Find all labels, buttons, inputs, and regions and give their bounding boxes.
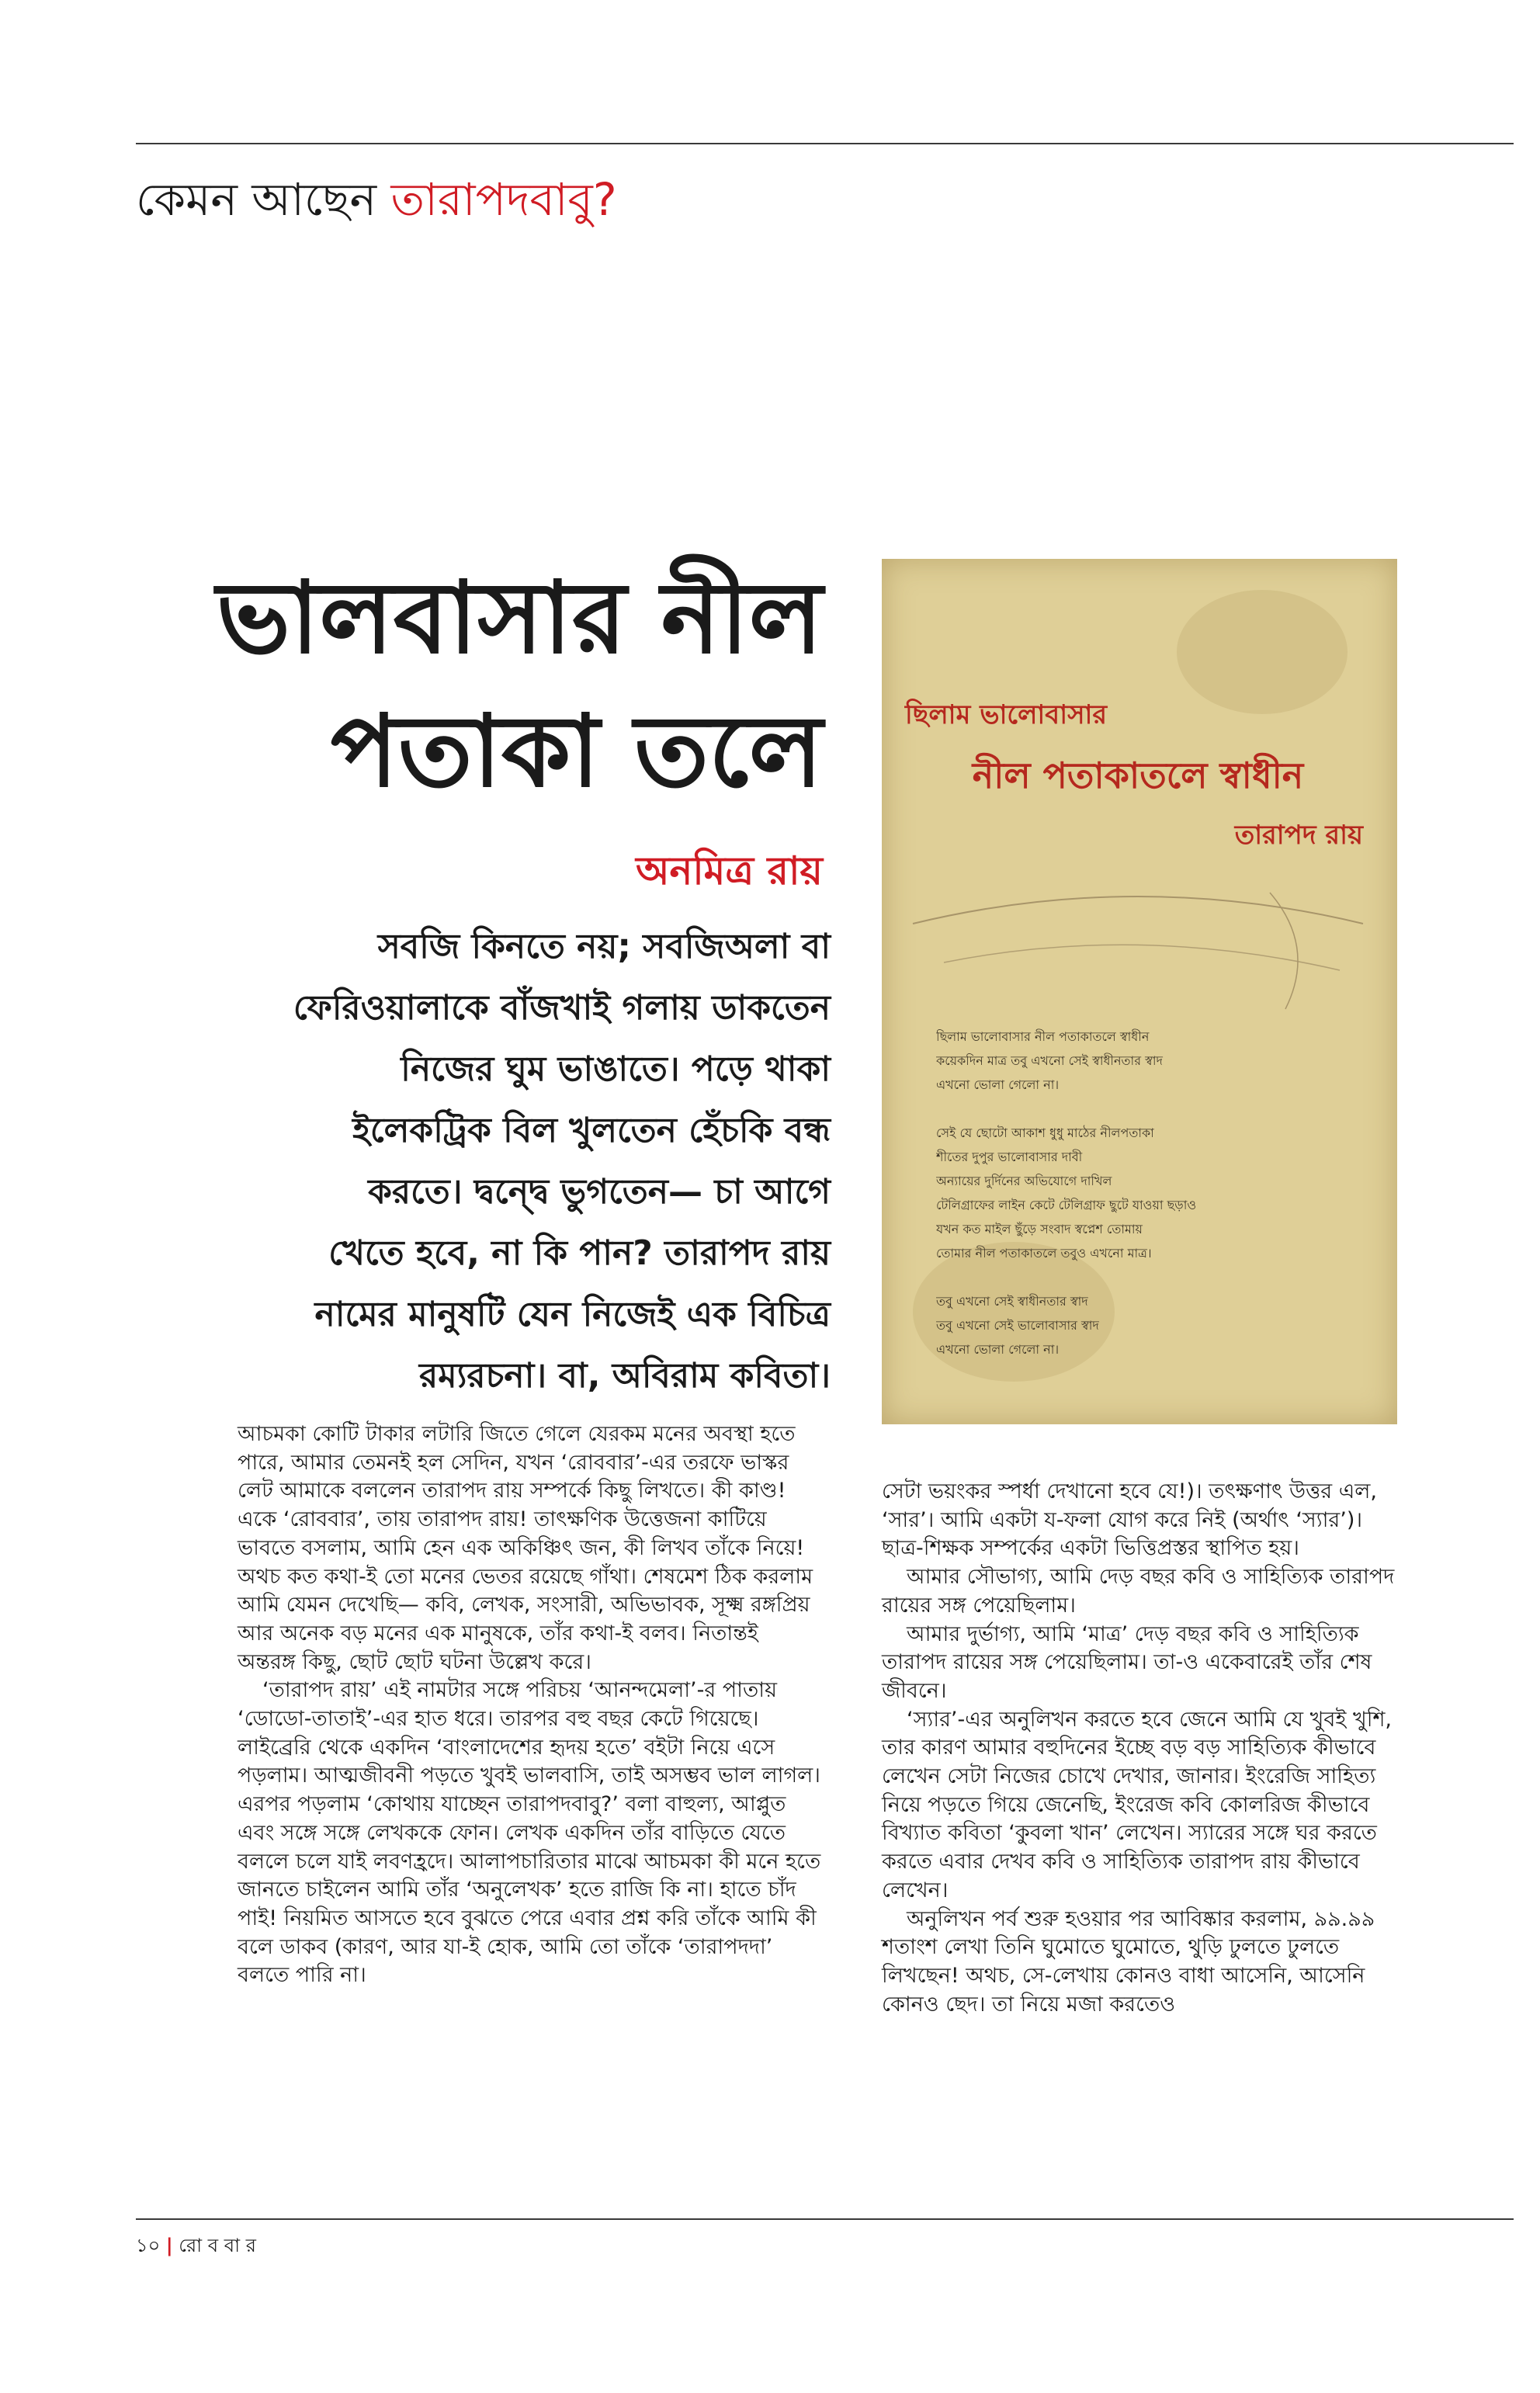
poem-line: সেই যে ছোটো আকাশ ধুধু মাঠের নীলপতাকা <box>936 1125 1154 1140</box>
standfirst-line: রম্যরচনা। বা, অবিরাম কবিতা। <box>419 1356 831 1396</box>
paragraph: আমার দুর্ভাগ্য, আমি ‘মাত্র’ দেড় বছর কবি ও সাহিত্যিক তারাপদ রায়ের সঙ্গ পেয়েছিলাম। তা-ও একেবারেই তাঁর শেষ জীবনে। <box>882 1621 1372 1703</box>
book-cover-image <box>882 559 1397 1424</box>
paragraph: আমার সৌভাগ্য, আমি দেড় বছর কবি ও সাহিত্যিক তারাপদ রায়ের সঙ্গ পেয়েছিলাম। <box>882 1565 1395 1618</box>
paragraph: সেটা ভয়ংকর স্পর্ধা দেখানো হবে যে!)। তৎক্ষণাৎ উত্তর এল, ‘সার’। আমি একটা য-ফলা যোগ করে নিই (অর্থাৎ ‘স্যার’)। ছাত্র-শিক্ষক সম্পর্কের একটা ভিত্তিপ্রস্তর স্থাপিত হয়। <box>882 1479 1377 1561</box>
magazine-name: রো ব বা র <box>179 2235 256 2256</box>
paragraph: ‘স্যার’-এর অনুলিখন করতে হবে জেনে আমি যে খুবই খুশি, তার কারণ আমার বহুদিনের ইচ্ছে বড় বড় সাহিত্যিক কীভাবে লেখেন সেটা নিজের চোখে দেখার, জানার। ইংরেজি সাহিত্য নিয়ে পড়তে গিয়ে জেনেছি, ইংরেজ কবি কোলরিজ কীভাবে বিখ্যাত কবিতা ‘কুবলা খান’ লেখেন। স্যারের সঙ্গে ঘর করতে করতে এবার দেখব কবি ও সাহিত্যিক তারাপদ রায় কীভাবে লেখেন। <box>882 1707 1393 1902</box>
standfirst-line: সবজি কিনতে নয়; সবজিঅলা বা <box>377 927 831 966</box>
page-footer <box>136 2234 256 2257</box>
cover-author: তারাপদ রায় <box>1234 820 1363 851</box>
poem-line: কয়েকদিন মাত্র তবু এখনো সেই স্বাধীনতার স্বাদ <box>936 1053 1163 1068</box>
standfirst-line: ইলেকট্রিক বিল খুলতেন হেঁচকি বন্ধ <box>352 1111 831 1150</box>
poem-line: যখন কত মাইল ছুঁড়ে সংবাদ স্বপ্নেশ তোমায় <box>936 1222 1143 1236</box>
standfirst-line: করতে। দ্বন্দ্বে ভুগতেন— চা আগে <box>368 1172 831 1212</box>
poem-line: তবু এখনো সেই ভালোবাসার স্বাদ <box>936 1318 1099 1333</box>
poem-line: অন্যায়ের দুর্দিনের অভিযোগে দাখিল <box>936 1174 1112 1188</box>
footer-separator: | <box>165 2235 173 2256</box>
article-column-2 <box>882 1478 1403 2019</box>
poem-line: এখনো ভোলা গেলো না। <box>936 1077 1060 1092</box>
headline-line-1: ভালবাসার নীল <box>216 560 823 676</box>
paragraph: ‘তারাপদ রায়’ এই নামটার সঙ্গে পরিচয় ‘আনন্দমেলা’-র পাতায় ‘ডোডো-তাতাই’-এর হাত ধরে। তারপর বহু বছর কেটে গিয়েছে। লাইব্রেরি থেকে একদিন ‘বাংলাদেশের হৃদয় হতে’ বইটা নিয়ে এসে পড়লাম। আত্মজীবনী পড়তে খুবই ভালবাসি, তাই অসম্ভব ভাল লাগল। এরপর পড়লাম ‘কোথায় যাচ্ছেন তারাপদবাবু?’ বলা বাহুল্য, আপ্লুত এবং সঙ্গে সঙ্গে লেখককে ফোন। লেখক একদিন তাঁর বাড়িতে যেতে বললে চলে যাই লবণহ্রদে। আলাপচারিতার মাঝে আচমকা কী মনে হতে জানতে চাইলেন আমি তাঁর ‘অনুলেখক’ হতে রাজি কি না। হাতে চাঁদ পাই! নিয়মিত আসতে হবে বুঝতে পেরে এবার প্রশ্ন করি তাঁকে আমি কী বলে ডাকব (কারণ, আর যা-ই হোক, আমি তো তাঁকে ‘তারাপদদা’ বলতে পারি না। <box>238 1678 821 1988</box>
standfirst-line: নামের মানুষটি যেন নিজেই এক বিচিত্র <box>314 1295 831 1334</box>
byline: অনমিত্র রায় <box>636 848 823 893</box>
bottom-rule <box>136 2218 1514 2220</box>
cover-poem <box>936 1025 1355 1361</box>
poem-line: টেলিগ্রাফের লাইন কেটে টেলিগ্রাফ ছুটে যাওয়া ছড়াও <box>936 1198 1197 1212</box>
standfirst-line: নিজের ঘুম ভাঙাতে। পড়ে থাকা <box>401 1049 831 1089</box>
paragraph: আচমকা কোটি টাকার লটারি জিতে গেলে যেরকম মনের অবস্থা হতে পারে, আমার তেমনই হল সেদিন, যখন ‘রোববার’-এর তরফে ভাস্কর লেট আমাকে বললেন তারাপদ রায় সম্পর্কে কিছু লিখতে। কী কাণ্ড! একে ‘রোববার’, তায় তারাপদ রায়! তাৎক্ষণিক উত্তেজনা কাটিয়ে ভাবতে বসলাম, আমি হেন এক অকিঞ্চিৎ জন, কী লিখব তাঁকে নিয়ে! অথচ কত কথা-ই তো মনের ভেতর রয়েছে গাঁথা। শেষমেশ ঠিক করলাম আমি যেমন দেখেছি— কবি, লেখক, সংসারী, অভিভাবক, সূক্ষ্ম রঙ্গপ্রিয় আর অনেক বড় মনের এক মানুষকে, তাঁর কথা-ই বলব। নিতান্তই অন্তরঙ্গ কিছু, ছোট ছোট ঘটনা উল্লেখ করে। <box>238 1422 813 1674</box>
section-kicker <box>136 172 617 227</box>
standfirst-line: ফেরিওয়ালাকে বাঁজখাই গলায় ডাকতেন <box>293 988 831 1028</box>
poem-line: তবু এখনো সেই স্বাধীনতার স্বাদ <box>936 1294 1088 1309</box>
poem-line: ছিলাম ভালোবাসার নীল পতাকাতলে স্বাধীন <box>936 1029 1150 1044</box>
standfirst <box>225 916 831 1406</box>
paragraph: অনুলিখন পর্ব শুরু হওয়ার পর আবিষ্কার করলাম, ৯৯.৯৯ শতাংশ লেখা তিনি ঘুমোতে ঘুমোতে, থুড়ি ঢুলতে ঢুলতে লিখছেন! অথচ, সে-লেখায় কোনও বাধা আসেনি, আসেনি কোনও ছেদ। তা নিয়ে মজা করতেও <box>882 1906 1375 2017</box>
article-column-1 <box>238 1420 821 1990</box>
cover-title-line-2: নীল পতাকাতলে স্বাধীন <box>972 754 1304 796</box>
poem-line: এখনো ভোলা গেলো না। <box>936 1342 1060 1357</box>
poem-line: শীতের দুপুর ভালোবাসার দাবী <box>936 1150 1083 1164</box>
headline <box>124 551 823 818</box>
page-number: ১০ <box>136 2235 161 2256</box>
poem-line: তোমার নীল পতাকাতলে তবুও এখনো মাত্র। <box>936 1246 1152 1261</box>
headline-line-2: পতাকা তলে <box>330 693 823 810</box>
standfirst-line: খেতে হবে, না কি পান? তারাপদ রায় <box>328 1233 831 1273</box>
kicker-prefix: কেমন আছেন <box>136 173 377 226</box>
kicker-highlight: তারাপদবাবু? <box>390 173 617 226</box>
top-rule <box>136 143 1514 144</box>
cover-title-line-1: ছিলাম ভালোবাসার <box>905 699 1108 730</box>
